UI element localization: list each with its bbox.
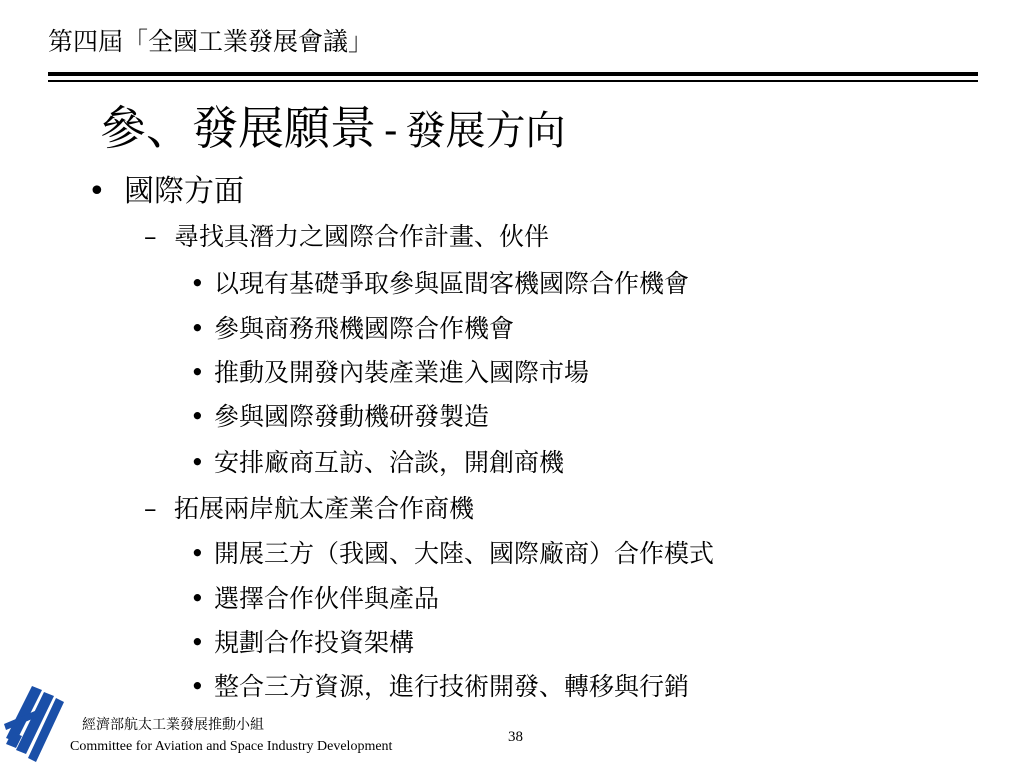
committee-logo-icon — [2, 684, 64, 764]
slide-title-sub: 發展方向 — [405, 108, 566, 154]
list-item — [190, 312, 514, 346]
list-item-text: 參與國際發動機研發製造 — [214, 402, 490, 431]
list-item — [190, 582, 439, 616]
list-item — [190, 446, 564, 480]
footer-org-english: Committee for Aviation and Space Industry Development — [70, 739, 393, 754]
header-divider-thin — [48, 80, 978, 82]
footer-org-chinese: 經濟部航太工業發展推動小組 — [82, 717, 264, 733]
bullet-icon: • — [190, 628, 205, 657]
slide-header-title: 第四屆「全國工業發展會議」 — [48, 27, 374, 56]
dash-icon: – — [144, 222, 157, 251]
slide-title-main: 參、發展願景 — [100, 101, 376, 155]
list-item-text: 規劃合作投資架構 — [214, 628, 415, 657]
list-item-text: 以現有基礎爭取參與區間客機國際合作機會 — [214, 269, 690, 298]
dash-icon: – — [144, 494, 157, 523]
list-item-text: 推動及開發內裝產業進入國際市場 — [214, 358, 590, 387]
slide-title-separator: - — [384, 108, 398, 154]
list-item — [190, 537, 714, 571]
list-item-text: 參與商務飛機國際合作機會 — [214, 314, 515, 343]
bullet-icon: • — [190, 402, 205, 431]
section-label: 國際方面 — [124, 174, 244, 209]
list-item — [190, 267, 689, 301]
bullet-icon: • — [190, 269, 205, 298]
list-item-text: 安排廠商互訪、洽談，開創商機 — [214, 448, 565, 477]
list-item-text: 開展三方（我國、大陸、國際廠商）合作模式 — [214, 539, 715, 568]
list-item — [190, 356, 589, 390]
bullet-icon: • — [190, 314, 205, 343]
group-label: 拓展兩岸航太產業合作商機 — [174, 494, 475, 523]
page-number: 38 — [508, 729, 523, 745]
bullet-icon: • — [190, 539, 205, 568]
bullet-icon: • — [88, 174, 106, 209]
list-item-text: 整合三方資源，進行技術開發、轉移與行銷 — [214, 672, 690, 701]
slide-title — [100, 96, 566, 171]
section-international — [88, 172, 244, 212]
group-heading — [144, 220, 549, 254]
list-item — [190, 626, 414, 660]
list-item — [190, 400, 489, 434]
list-item — [190, 670, 689, 704]
bullet-icon: • — [190, 672, 205, 701]
group-label: 尋找具潛力之國際合作計畫、伙伴 — [174, 222, 550, 251]
group-heading — [144, 492, 474, 526]
bullet-icon: • — [190, 358, 205, 387]
bullet-icon: • — [190, 448, 205, 477]
bullet-icon: • — [190, 584, 205, 613]
list-item-text: 選擇合作伙伴與產品 — [214, 584, 440, 613]
header-divider-thick — [48, 72, 978, 76]
